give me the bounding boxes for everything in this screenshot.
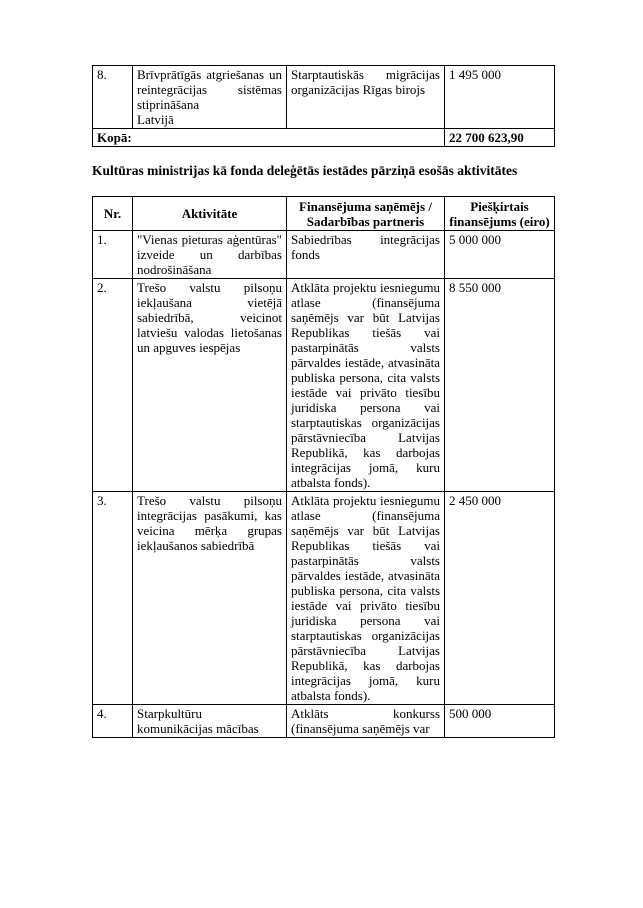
row-number: 2.: [93, 279, 133, 492]
header-activity: Aktivitāte: [133, 197, 287, 231]
table-row: [93, 705, 555, 738]
amount-cell: 500 000: [445, 705, 555, 738]
table-row: [93, 66, 555, 129]
header-row: [93, 197, 555, 231]
activities-table: [92, 196, 555, 738]
total-amount: 22 700 623,90: [445, 129, 555, 147]
activity-text: Trešo valstu pilsoņu iekļaušana vietējā sabiedrībā, veicinot latviešu valodas lietošanas un apguves iespējas: [137, 280, 282, 355]
activity-cell: [133, 705, 287, 738]
partner-cell: [287, 279, 445, 492]
amount-cell: 2 450 000: [445, 492, 555, 705]
partner-cell: [287, 492, 445, 705]
header-partner: Finansējuma saņēmējs / Sadarbības partneris: [287, 197, 445, 231]
partner-text: (finansējuma saņēmējs var: [291, 721, 430, 736]
section-heading: Kultūras ministrijas kā fonda deleģētās iestādes pārziņā esošās aktivitātes: [92, 163, 518, 178]
partner-cell: [287, 231, 445, 279]
partner-text: Atklāta projektu iesniegumu atlase (finansējuma saņēmējs var būt Latvijas Republikas tiešās vai pastarpinātās valsts pārvaldes iestāde, atvasināta publiska persona, cita valsts iestāde vai privāto tiesību juridiska persona vai starptautiskas organizācijas pārstāvniecība Latvijas Republikā, kas darbojas integrācijas jomā, kuru atbalsta fonds).: [291, 280, 440, 490]
table-row: [93, 279, 555, 492]
header-nr: Nr.: [93, 197, 133, 231]
activity-text-last: Latvijā: [137, 112, 174, 127]
partner-cell: [287, 66, 445, 129]
header-amount: Piešķirtais finansējums (eiro): [445, 197, 555, 231]
row-number: 4.: [93, 705, 133, 738]
activity-cell: [133, 492, 287, 705]
activity-cell: [133, 66, 287, 129]
amount-cell: 1 495 000: [445, 66, 555, 129]
table-row: [93, 231, 555, 279]
top-table: [92, 65, 555, 147]
row-number: 8.: [93, 66, 133, 129]
activity-cell: [133, 279, 287, 492]
activity-text: Brīvprātīgās atgriešanas un reintegrācijas sistēmas stiprināšana: [137, 67, 282, 112]
partner-text: Sabiedrības integrācijas fonds: [291, 232, 440, 262]
partner-text: Starptautiskās migrācijas organizācijas Rīgas birojs: [291, 67, 440, 97]
activity-cell: [133, 231, 287, 279]
activity-text: Trešo valstu pilsoņu integrācijas pasākumi, kas veicina mērķa grupas iekļaušanos sabiedrībā: [137, 493, 282, 553]
partner-text: Atklāts konkurss: [291, 706, 440, 721]
amount-cell: 8 550 000: [445, 279, 555, 492]
row-number: 3.: [93, 492, 133, 705]
amount-cell: 5 000 000: [445, 231, 555, 279]
activity-text: "Vienas pieturas aģentūras" izveide un darbības nodrošināšana: [137, 232, 282, 277]
partner-text: Atklāta projektu iesniegumu atlase (finansējuma saņēmējs var būt Latvijas Republikas tiešās vai pastarpinātās valsts pārvaldes iestāde, atvasināta publiska persona, cita valsts iestāde vai privāto tiesību juridiska persona vai starptautiskas organizācijas pārstāvniecība Latvijas Republikā, kas darbojas integrācijas jomā, kuru atbalsta fonds).: [291, 493, 440, 703]
activity-text: komunikācijas mācības: [137, 721, 259, 736]
table-row: [93, 492, 555, 705]
partner-cell: [287, 705, 445, 738]
total-row: [93, 129, 555, 147]
activity-text: Starpkultūru: [137, 706, 202, 721]
row-number: 1.: [93, 231, 133, 279]
total-label: Kopā:: [93, 129, 445, 147]
